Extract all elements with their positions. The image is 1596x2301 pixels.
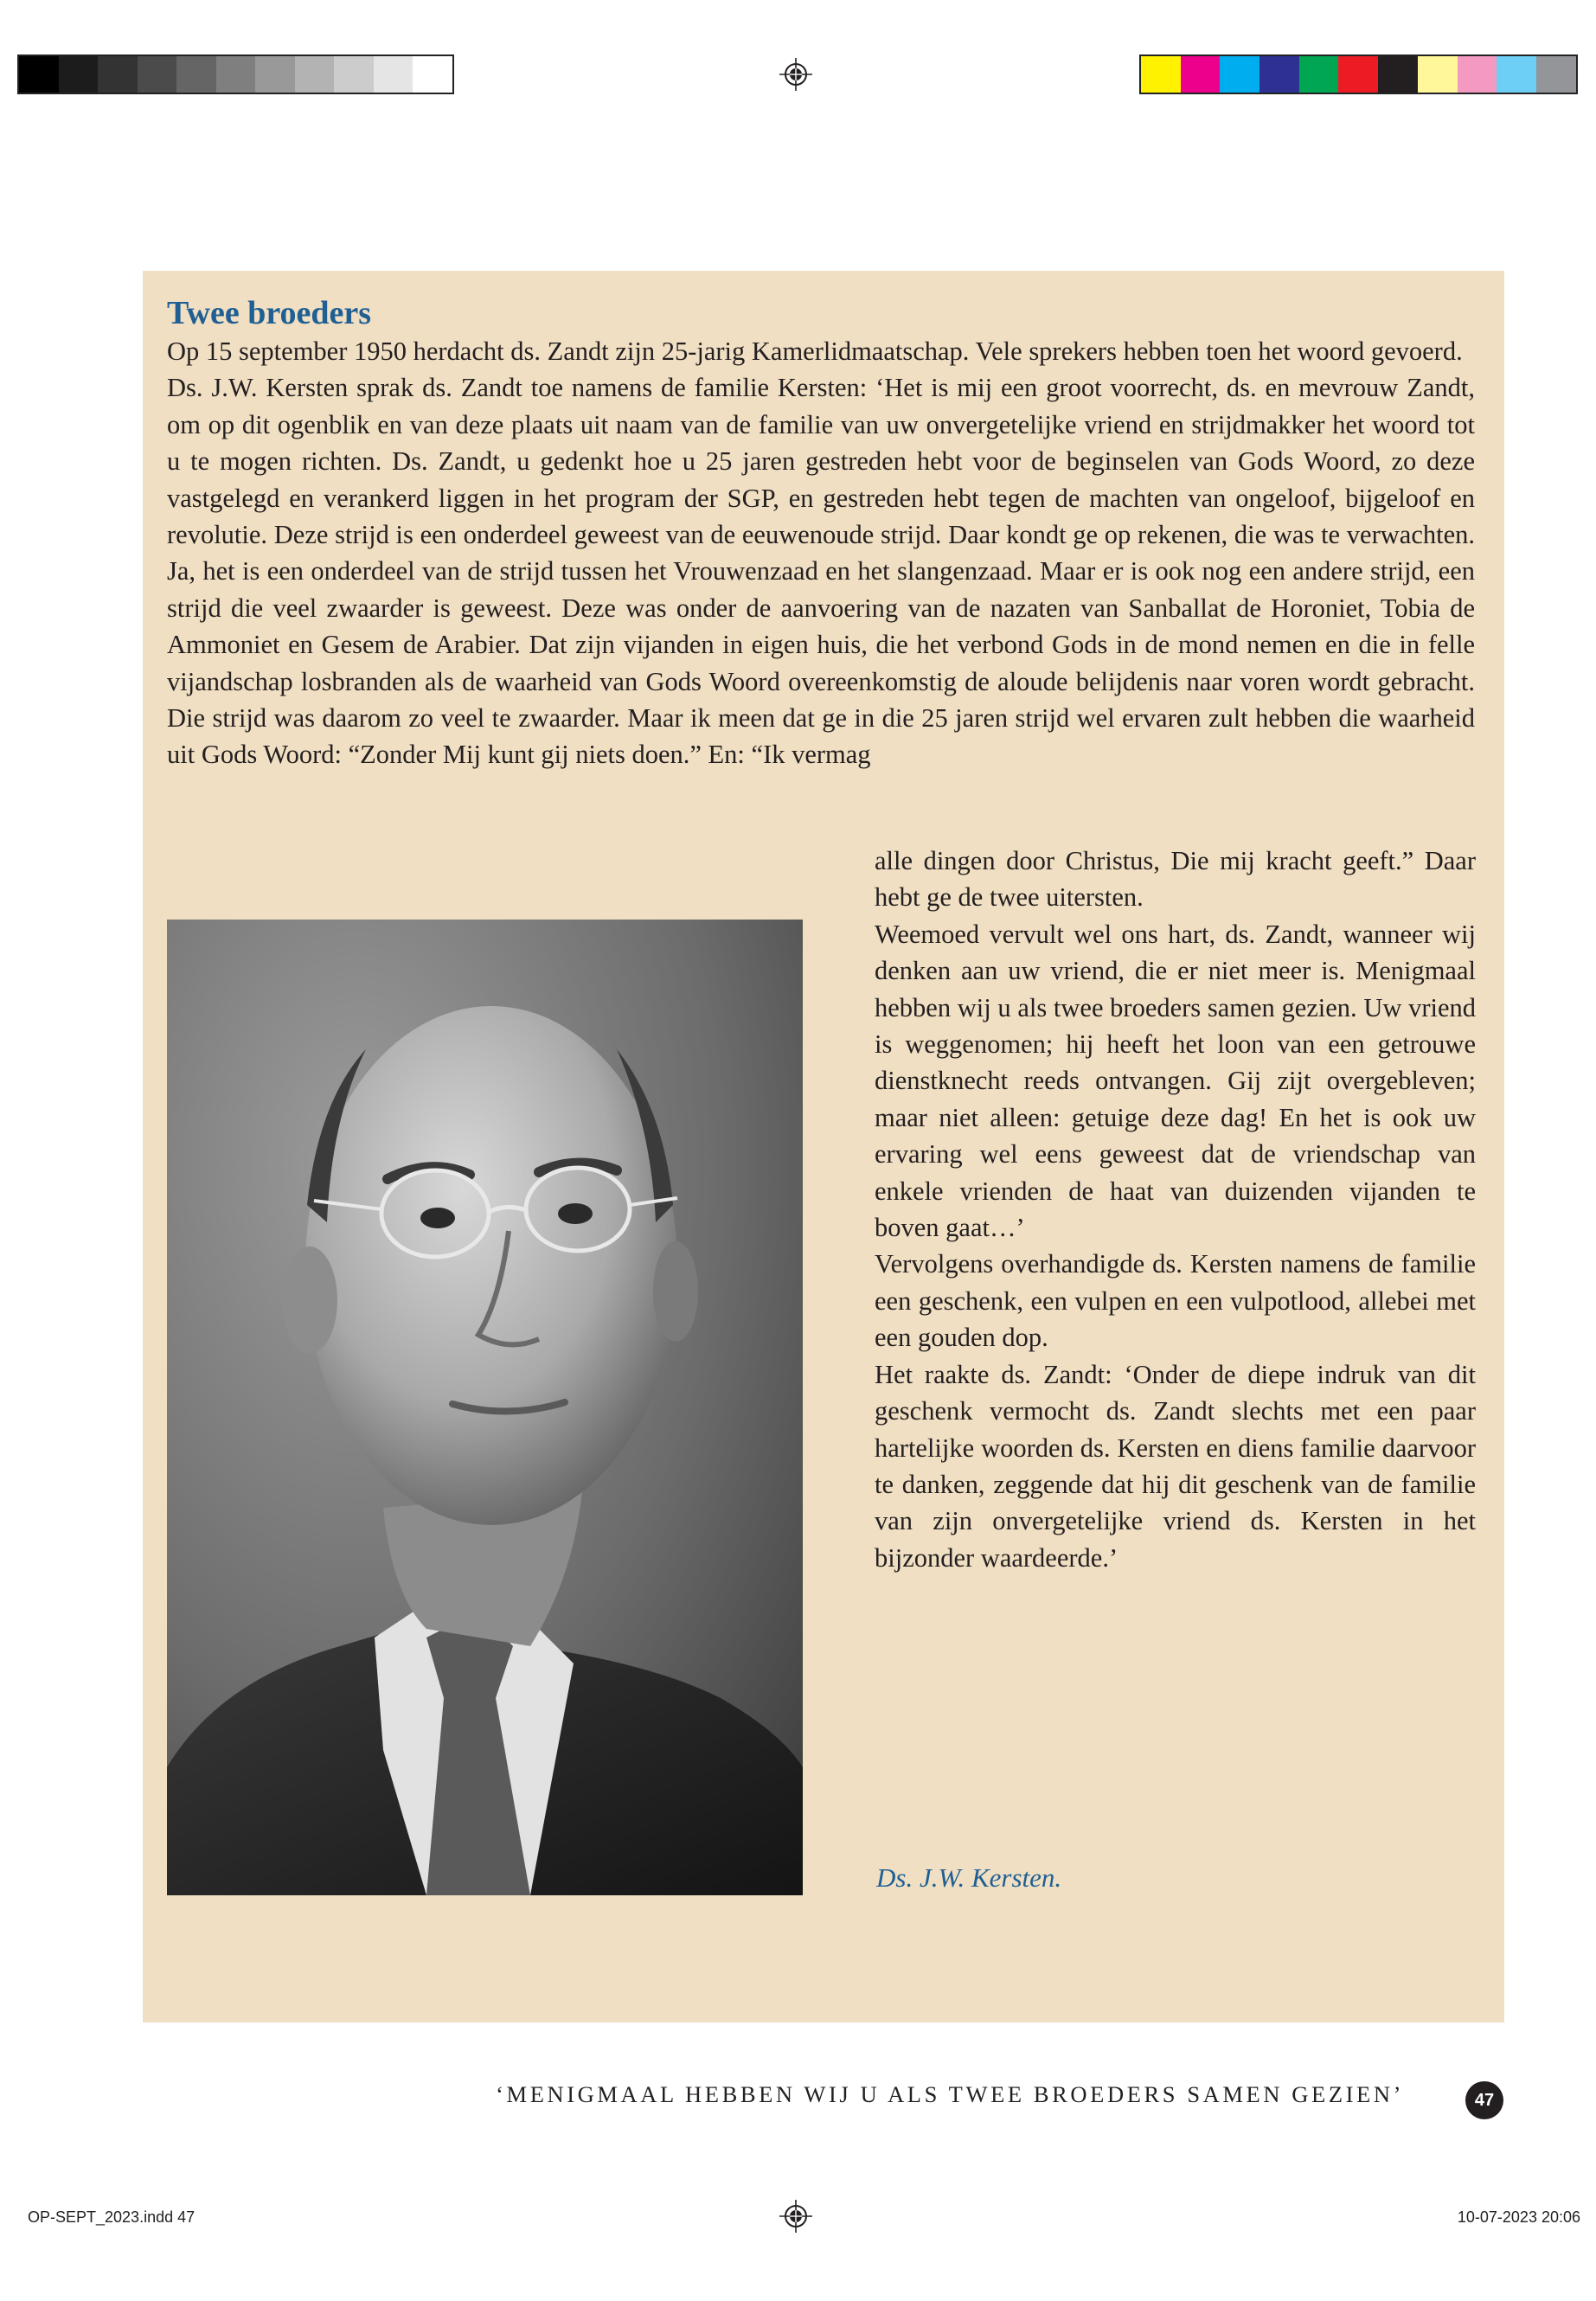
gray-swatch (98, 56, 138, 93)
article-title: Twee broeders (167, 295, 372, 331)
registration-mark-icon (779, 58, 812, 91)
body-paragraph: Op 15 september 1950 herdacht ds. Zandt zijn 25-jarig Kamerlidmaatschap. Vele sprekers hebben toen het woord gevoerd. (167, 336, 1463, 366)
gray-swatch (374, 56, 413, 93)
color-swatch (1458, 56, 1497, 93)
color-swatch (1220, 56, 1259, 93)
color-swatch (1259, 56, 1299, 93)
body-paragraph: Weemoed vervult wel ons hart, ds. Zandt, wanneer wij denken aan uw vriend, die er niet meer is. Menigmaal hebben wij u als twee broeders samen gezien. Uw vriend is weggenomen; hij heeft het loon van een getrouwe dienstknecht reeds ontvangen. Gij zijt overgebleven; maar niet alleen: getuige deze dag! En het is ook uw ervaring wel eens geweest dat de vriendschap van enkele vrienden de haat van duizenden vijanden te boven gaat…’ (875, 919, 1476, 1243)
article-body-right-column (875, 843, 1476, 1576)
slug-file-info: OP-SEPT_2023.indd 47 (28, 2208, 195, 2226)
gray-swatch (176, 56, 216, 93)
body-paragraph: Ds. J.W. Kersten sprak ds. Zandt toe namens de familie Kersten: ‘Het is mij een groot voorrecht, ds. en mevrouw Zandt, om op dit ogenblik en van deze plaats uit naam van de familie van uw onvergetelijke vriend en strijdmakker het woord tot u te mogen richten. Ds. Zandt, u gedenkt hoe u 25 jaren gestreden hebt voor de beginselen van Gods Woord, zo deze vastgelegd en verankerd liggen in het program der SGP, en gestreden hebt tegen de machten van ongeloof, bijgeloof en revolutie. Deze strijd is een onderdeel geweest van de eeuwenoude strijd. Daar kondt ge op rekenen, die was te verwachten. Ja, het is een onderdeel van de strijd tussen het Vrouwenzaad en het slangenzaad. Maar er is ook nog een andere strijd, een strijd die veel zwaarder is geweest. Deze was onder de aanvoering van de nazaten van Sanballat de Horoniet, Tobia de Ammoniet en Gesem de Arabier. Dat zijn vijanden in eigen huis, die het verbond Gods in de mond nemen en die in felle vijandschap losbranden als de waarheid van Gods Woord overeenkomstig de aloude belijdenis naar voren wordt gebracht. Die strijd was daarom zo veel te zwaarder. Maar ik meen dat ge in die 25 jaren strijd wel ervaren zult hebben die waarheid uit Gods Woord: “Zonder Mij kunt gij niets doen.” En: “Ik vermag (167, 373, 1475, 770)
color-calibration-bar (1139, 54, 1578, 94)
color-swatch (1181, 56, 1221, 93)
grayscale-calibration-bar (17, 54, 454, 94)
registration-mark-icon (779, 2200, 812, 2233)
color-swatch (1338, 56, 1378, 93)
photo-caption: Ds. J.W. Kersten. (876, 1862, 1062, 1893)
page-number-badge: 47 (1465, 2081, 1503, 2119)
color-swatch (1536, 56, 1576, 93)
color-swatch (1497, 56, 1536, 93)
color-swatch (1378, 56, 1418, 93)
gray-swatch (334, 56, 374, 93)
color-swatch (1418, 56, 1458, 93)
body-paragraph: Het raakte ds. Zandt: ‘Onder de diepe indruk van dit geschenk vermocht ds. Zandt slechts met een paar hartelijke woorden ds. Kersten en diens familie daarvoor te danken, zeggende dat hij dit geschenk van de familie van zijn onvergetelijke vriend ds. Kersten in het bijzonder waardeerde.’ (875, 1359, 1476, 1573)
gray-swatch (138, 56, 177, 93)
gray-swatch (295, 56, 335, 93)
slug-date-time: 10-07-2023 20:06 (1457, 2208, 1580, 2226)
gray-swatch (413, 56, 452, 93)
gray-swatch (255, 56, 295, 93)
gray-swatch (216, 56, 256, 93)
article-body-main (167, 333, 1475, 773)
color-swatch (1299, 56, 1339, 93)
gray-swatch (59, 56, 99, 93)
gray-swatch (19, 56, 59, 93)
color-swatch (1141, 56, 1181, 93)
body-paragraph: alle dingen door Christus, Die mij kracht geeft.” Daar hebt ge de twee uitersten. (875, 846, 1476, 913)
portrait-photo (167, 920, 803, 1895)
body-paragraph: Vervolgens overhandigde ds. Kersten namens de familie een geschenk, een vulpen en een vulpotlood, allebei met een gouden dop. (875, 1249, 1476, 1353)
running-head: ‘MENIGMAAL HEBBEN WIJ U ALS TWEE BROEDERS SAMEN GEZIEN’ (496, 2081, 1404, 2107)
